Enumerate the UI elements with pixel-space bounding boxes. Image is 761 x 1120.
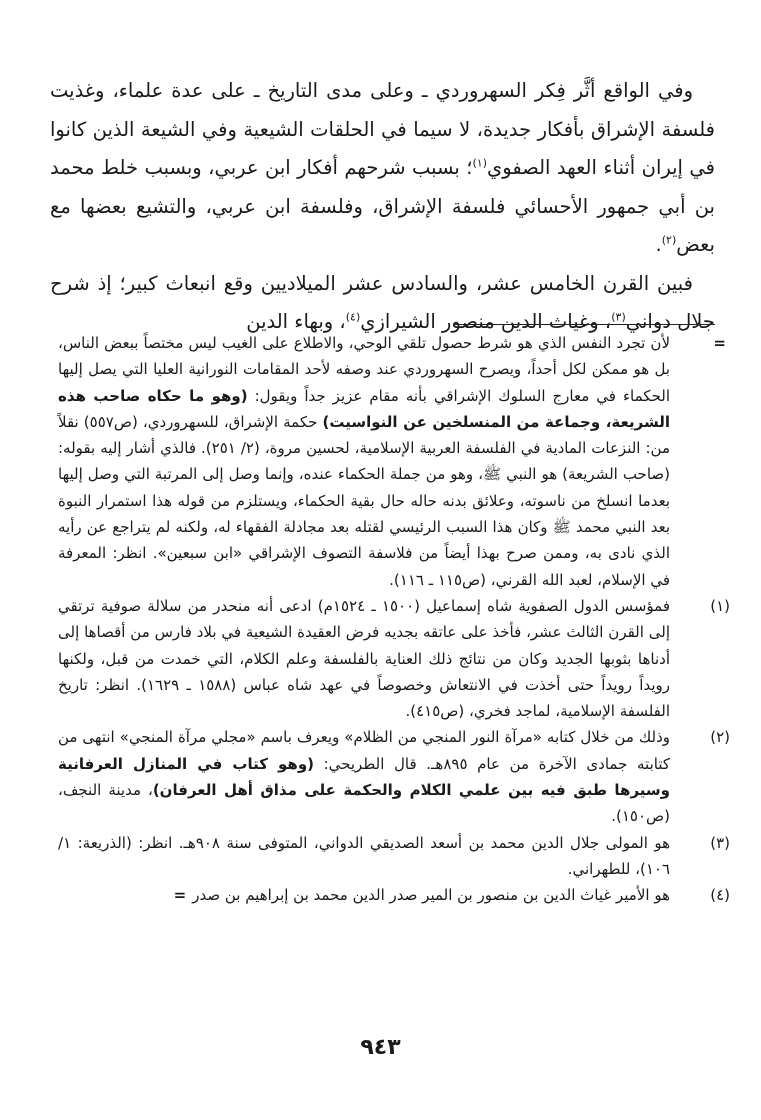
paragraph-1-text-a: وفي الواقع أثَّر فِكر السهروردي ـ وعلى مدى التاريخ ـ على عدة علماء، وغذيت فلسفة الإشراق بأفكار جديدة، لا سيما في الحلقات الشيعية وفي الشيعة الذين كانوا في إيران أثناء العهد الصفوي [50, 79, 715, 179]
footnote-number: (٤) [710, 886, 730, 905]
footnote-continuation [58, 330, 730, 593]
main-text [50, 72, 715, 342]
footnote-number: (١) [710, 596, 730, 615]
footnote-4-text: هو الأمير غياث الدين بن منصور بن المير صدر الدين محمد بن إبراهيم بن صدر [192, 886, 670, 905]
footnote-ref-2[interactable]: (٢) [661, 233, 677, 247]
footnote-ref-4[interactable]: (٤) [345, 310, 361, 324]
main-paragraph-1 [50, 72, 715, 265]
page-number: ٩٤٣ [360, 1035, 401, 1060]
footnote-2-text-a: وذلك من خلال كتابه «مرآة النور المنجي من الظلام» ويعرف باسم «مجلي مرآة المنجي» انتهى من كتابته جمادى الآخرة من عام ٨٩٥هـ. قال الطريحي: [58, 728, 670, 773]
footnote-3 [58, 830, 730, 883]
paragraph-1-end: . [655, 233, 662, 256]
footnote-number: (٢) [710, 728, 730, 747]
footnotes [58, 330, 730, 909]
paragraph-2-text-b: ، وغياث الدين منصور الشيرازي [360, 310, 612, 333]
footnote-1 [58, 593, 730, 724]
footnote-2-bold-quote: (وهو كتاب في المنازل العرفانية وسيرها طبق فيه بين علمي الكلام والحكمة على مذاق أهل العرفان) [58, 754, 670, 800]
paragraph-2-text-c: ، وبهاء الدين [246, 310, 346, 333]
footnote-cont-text-a: لأن تجرد النفس الذي هو شرط حصول تلقي الوحي، والاطلاع على الغيب ليس مختصاً ببعض الناس، بل هو ممكن لكل أحداً، ويصرح السهروردي عند وصفه لأحد المقامات النورانية العليا التي يصل إليها الحكماء في معارج السلوك الإشراقي بأنه مقام عزيز جداً ويقول: [58, 334, 670, 405]
paragraph-2-text-a: فبين القرن الخامس عشر، والسادس عشر الميلاديين وقع انبعاث كبير؛ إذ شرح جلال دواني [50, 271, 715, 333]
footnote-1-text: فمؤسس الدول الصفوية شاه إسماعيل (١٥٠٠ ـ ١٥٢٤م) ادعى أنه منحدر من سلالة صوفية ترتقي إلى القرن الثالث عشر، فأخذ على عاتقه بجديه فرض العقيدة الشيعية في بلاد فارس من أقصاها إلى أدناها بثوبها الجديد وكان من نتائج ذلك العناية بالفلسفة وعلم الكلام، التي خمدت من قبل، ولكنها رويداً رويداً حتى أخذت في الانتعاش وخصوصاً في عهد شاه عباس (١٥٨٨ ـ ١٦٢٩). انظر: تاريخ الفلسفة الإسلامية، لماجد فخري، (ص٤١٥). [58, 596, 671, 721]
footnote-ref-1[interactable]: (١) [472, 156, 487, 170]
footnote-cont-text-b: حكمة الإشراق، للسهروردي، (ص٥٥٧) نقلاً من: النزعات المادية في الفلسفة العربية الإسلامية، لحسين مروة، (٢/ ٢٥١). فالذي أشار إليه بقوله: (صاحب الشريعة) هو النبي ﷺ، وهو من جملة الحكماء عنده، وإنما وصل إلى المرتبة التي وصل إليها بعدما انسلخ من ناسوته، وعلائق بدنه حاله حال بقية الحكماء، ويستلزم من قوله هذا استمرار النبوة بعد النبي محمد ﷺ وكان هذا السبب الرئيسي لقتله بعد مجادلة الفقهاء له، ولكنه لم يتراجع عن رأيه الذي نادى به، وممن صرح بهذا أيضاً من فلاسفة التصوف الإشراقي «ابن سبعين». انظر: المعرفة في الإسلام، لعبد الله القرني، (ص١١٥ ـ ١١٦). [58, 412, 670, 589]
footnote-ref-3[interactable]: (٣) [611, 310, 626, 324]
footnote-number: (٣) [710, 833, 730, 852]
continuation-marker-end: = [173, 886, 187, 905]
footnote-2 [58, 724, 730, 829]
footnote-2-text-b: ، مدينة النجف، (ص١٥٠). [58, 781, 670, 826]
footnote-cont-bold-quote: (وهو ما حكاه صاحب هذه الشريعة، وجماعة من المنسلخين عن النواسيت) [58, 386, 670, 431]
footnote-3-text: هو المولى جلال الدين محمد بن أسعد الصديقي الدواني، المتوفى سنة ٩٠٨هـ. انظر: (الذريعة: ١/ ١٠٦)، للطهراني. [58, 833, 670, 878]
footnote-4 [58, 882, 730, 908]
footnote-separator [455, 324, 715, 325]
paragraph-1-text-b: ؛ بسبب شرحهم أفكار ابن عربي، وبسبب خلط محمد بن أبي جمهور الأحسائي فلسفة الإشراق، وفلسفة ابن عربي، والتشيع بعضها مع بعض [50, 156, 715, 256]
continuation-marker: = [713, 334, 726, 352]
